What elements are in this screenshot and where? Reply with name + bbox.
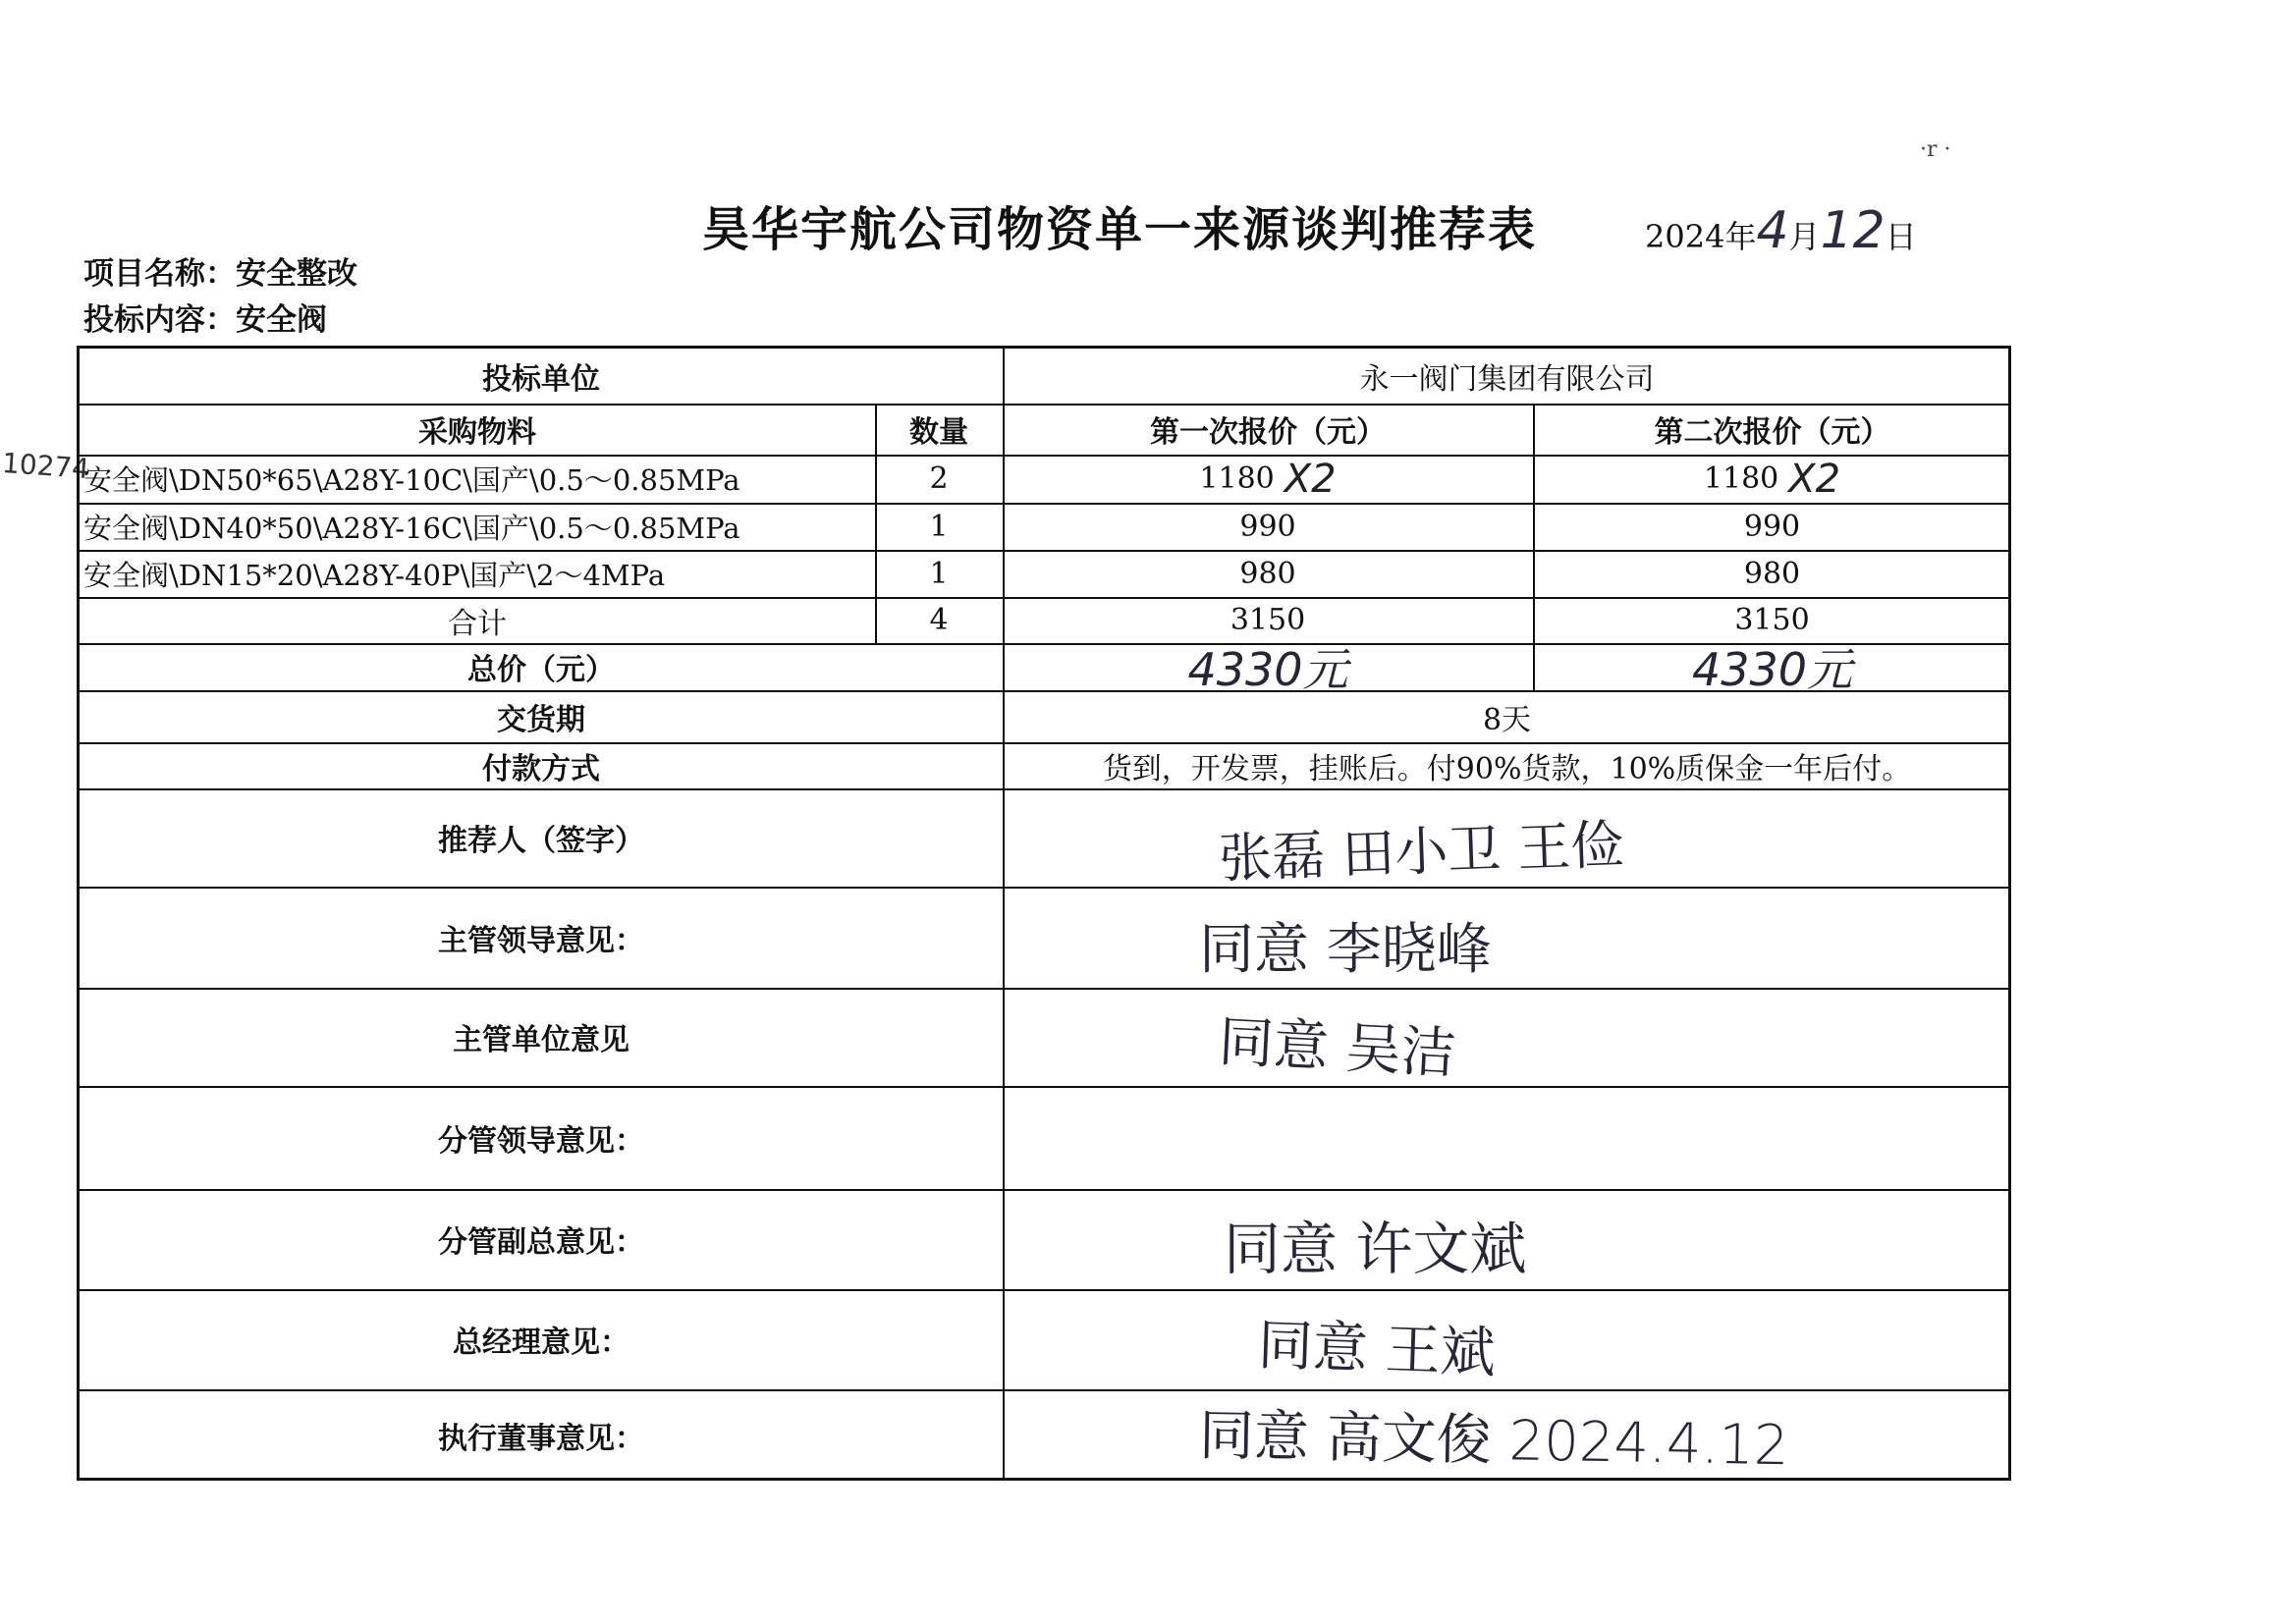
total-second: 3150 [1734, 603, 1810, 637]
grand-total-first-hw: 4330元 [1187, 643, 1348, 696]
grand-total-label: 总价（元） [467, 653, 615, 687]
delivery-label: 交货期 [497, 702, 585, 737]
supervisor-leader-signature: 同意 李晓峰 [1199, 918, 1492, 982]
division-leader-label: 分管领导意见： [438, 1123, 644, 1159]
vendor-name: 永一阀门集团有限公司 [1359, 362, 1655, 397]
form-title: 昊华宇航公司物资单一来源谈判推荐表 [702, 202, 1538, 257]
grand-total-second-hw: 4330元 [1691, 643, 1853, 696]
total-first: 3150 [1230, 603, 1306, 637]
table-row-material: 安全阀\DN15*20\A28Y-40P\国产\2～4MPa [83, 558, 666, 592]
date-day: 12 [1820, 201, 1886, 260]
table-row-first: 980 [1239, 556, 1296, 591]
delivery-value: 8天 [1482, 702, 1532, 737]
supervisor-unit-label: 主管单位意见 [453, 1023, 629, 1057]
executive-director-label: 执行董事意见： [438, 1421, 644, 1456]
table-row-first [1003, 455, 1533, 503]
first-price: 1180 [1199, 461, 1275, 496]
grand-total-second [1533, 643, 2011, 696]
form-date [1645, 201, 1917, 260]
bid-content: 投标内容：安全阀 [83, 302, 327, 338]
date-day-suffix: 日 [1885, 218, 1917, 255]
deputy-gm-signature: 同意 许文斌 [1224, 1216, 1527, 1282]
supervisor-leader-label: 主管领导意见： [438, 923, 644, 958]
bid-unit-label: 投标单位 [482, 362, 600, 397]
table-row-qty: 1 [929, 509, 949, 544]
table-row-second [1533, 455, 2011, 503]
payment-label: 付款方式 [482, 751, 600, 786]
date-month: 4 [1756, 201, 1789, 260]
table-row-second: 990 [1743, 509, 1801, 544]
executive-director-signature: 同意 高文俊 2024.4.12 [1198, 1403, 1790, 1479]
date-month-suffix: 月 [1788, 218, 1821, 255]
total-qty: 4 [929, 603, 949, 637]
scan-mark: ·r · [1920, 137, 1951, 162]
col-first-quote: 第一次报价（元） [1150, 415, 1386, 450]
recommendation-table [77, 346, 2011, 1481]
total-label: 合计 [448, 606, 507, 641]
date-year: 2024年 [1645, 218, 1757, 255]
deputy-gm-label: 分管副总意见： [438, 1225, 644, 1260]
col-material: 采购物料 [418, 415, 536, 450]
table-row-first: 990 [1239, 509, 1296, 544]
second-multiplier: X2 [1788, 456, 1841, 502]
first-multiplier: X2 [1284, 456, 1337, 502]
table-row-qty: 2 [929, 461, 949, 496]
general-manager-label: 总经理意见： [453, 1326, 629, 1360]
project-name: 项目名称：安全整改 [83, 256, 357, 292]
table-row-qty: 1 [929, 556, 949, 591]
col-qty: 数量 [909, 415, 968, 450]
recommender-signature: 张磊 田小卫 王俭 [1218, 813, 1625, 891]
supervisor-unit-signature: 同意 吴洁 [1217, 1009, 1458, 1087]
table-row-material: 安全阀\DN40*50\A28Y-16C\国产\0.5～0.85MPa [83, 511, 740, 545]
recommender-label: 推荐人（签字） [438, 824, 644, 858]
margin-note: 10274 [0, 446, 91, 486]
second-price: 1180 [1703, 461, 1779, 496]
table-row-material: 安全阀\DN50*65\A28Y-10C\国产\0.5～0.85MPa [83, 463, 740, 497]
table-row-second: 980 [1743, 556, 1801, 591]
general-manager-signature: 同意 王斌 [1256, 1313, 1497, 1386]
grand-total-first [1003, 643, 1533, 696]
payment-value: 货到，开发票，挂账后。付90%货款，10%质保金一年后付。 [1102, 751, 1912, 786]
col-second-quote: 第二次报价（元） [1654, 415, 1890, 450]
